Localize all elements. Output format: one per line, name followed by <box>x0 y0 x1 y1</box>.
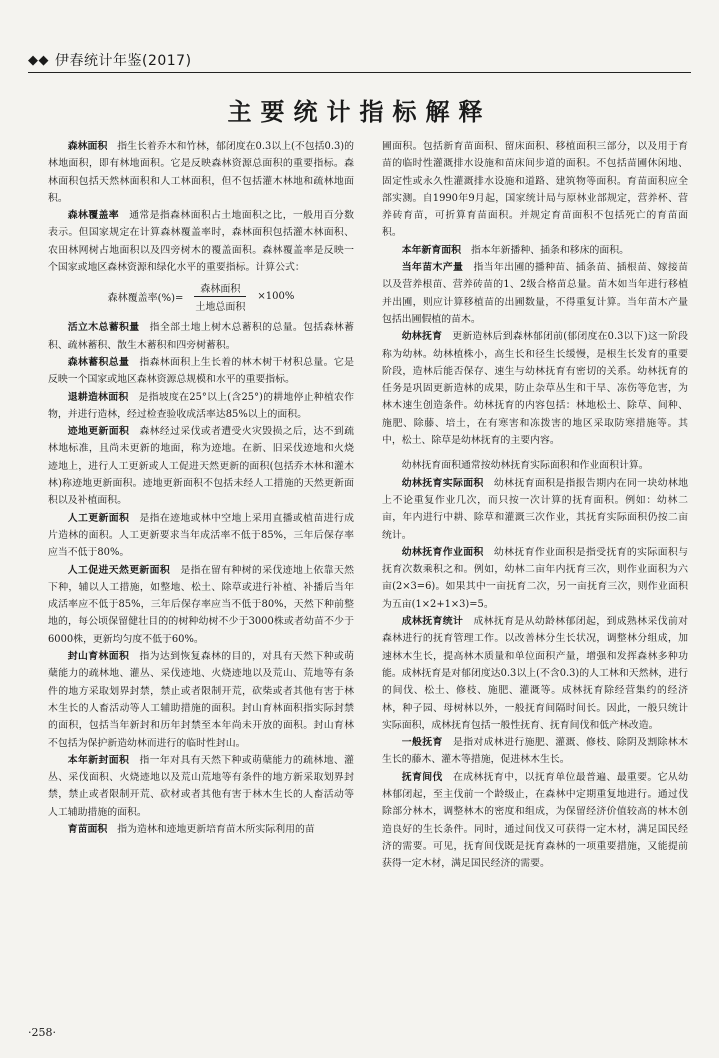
body-columns <box>48 138 688 1018</box>
definition-paragraph <box>382 734 688 769</box>
formula-lhs: 森林覆盖率(%)= <box>107 293 184 305</box>
definition-paragraph <box>48 821 354 838</box>
definition-term: 当年苗木产量 <box>401 262 464 274</box>
definition-paragraph <box>48 423 354 509</box>
definition-paragraph <box>382 544 688 613</box>
definition-paragraph <box>48 389 354 424</box>
definition-paragraph <box>382 457 688 474</box>
definition-term: 一般抚育 <box>401 737 443 749</box>
running-head <box>28 50 192 70</box>
definition-term: 幼林抚育作业面积 <box>401 546 484 558</box>
definition-term: 森林面积 <box>67 141 108 152</box>
definition-text: 森林经过采伐或者遭受火灾毁损之后，达不到疏林地标准，且尚未更新的地面，称为迹地。在新、旧采伐迹地和火烧迹地上，进行人工更新或人工促进天然更新的面积(包括乔木林和灌木林)称迹地更新面积。迹地更新面积不包括未经人工措施的天然更新面积以及补植面积。 <box>48 426 354 507</box>
definition-paragraph <box>382 138 688 242</box>
definition-term: 抚育间伐 <box>401 771 443 783</box>
definition-paragraph <box>48 354 354 389</box>
double-diamond-icon: ◆◆ <box>28 52 49 68</box>
definition-text: 是指坡度在25°以上(含25°)的耕地停止种植农作物，并进行造林，经过检查验收成活率达85%以上的面积。 <box>48 391 354 420</box>
definition-term: 迹地更新面积 <box>67 426 130 438</box>
definition-text: 幼林抚育面积通常按幼林抚育实际面积和作业面积计算。 <box>401 460 649 472</box>
definition-paragraph <box>48 319 354 354</box>
definition-paragraph <box>382 475 688 544</box>
definition-text: 指为达到恢复森林的目的，对具有天然下种或萌蘖能力的疏林地、灌丛、采伐迹地、火烧迹地以及荒山、荒地等有条件的地方采取划界封禁，禁止或者限制开荒，砍柴或者其他有害于林木生长的人畜活动等人工辅助措施的面积。封山育林面积指实际封禁的面积，包括当年新封和历年封禁至本年尚未开放的面积。封山育林不包括为保护新造幼林而进行的临时性封山。 <box>48 651 354 749</box>
definition-paragraph <box>382 259 688 328</box>
right-column <box>382 138 688 1018</box>
definition-text: 指生长着乔木和竹林，郁闭度在0.3以上(不包括0.3)的林地面积，即有林地面积。它是反映森林资源总面积的重要指标。森林面积包括天然林面积和人工林面积，但不包括灌木林地和疏林地面积。 <box>48 141 354 204</box>
definition-text: 通常是指森林面积占土地面积之比，一般用百分数表示。但国家规定在计算森林覆盖率时，森林面积包括灌木林面积、农田林网树占地面积以及四旁树木的覆盖面积。森林覆盖率是反映一个国家或地区森林资源和绿化水平的重要指标。计算公式： <box>48 210 354 274</box>
definition-text: 指全部土地上树木总蓄积的总量。包括森林蓄积、疏林蓄积、散生木蓄积和四旁树蓄积。 <box>48 322 354 351</box>
left-column <box>48 138 354 1018</box>
definition-term: 幼林抚育 <box>401 331 443 343</box>
definition-text: 是指在迹地或林中空地上采用直播或植苗进行成片造林的面积。人工更新要求当年成活率不低于85%，三年后保存率应当不低于80%。 <box>48 512 354 559</box>
definition-text: 幼林抚育面积是指报告期内在同一块幼林地上不论重复作业几次，而只按一次计算的抚育面积。例如：幼林二亩，年内进行中耕、除草和灌溉三次作业，其抚育实际面积仍按二亩统计。 <box>382 477 688 541</box>
definition-text: 是指在留有种树的采伐迹地上依靠天然下种，辅以人工措施，如整地、松土、除草或进行补植、补播后当年成活率应不低于85%，三年后保存率应当不低于80%，天然下种前整地的，每公顷保留健壮目的的树种幼树不少于3000株或者幼苗不少于6000株，更新均匀度不低于60%。 <box>48 564 354 645</box>
definition-text: 幼林抚育作业面积是指受抚育的实际面积与抚育次数乘积之和。例如，幼林二亩年内抚育三次，则作业面积为六亩(2×3=6)。如果其中一亩抚育二次，另一亩抚育三次，则作业面积为五亩(1×2+1×3)=5。 <box>382 546 688 610</box>
definition-term: 人工更新面积 <box>67 512 130 524</box>
coverage-formula <box>48 280 354 313</box>
definition-paragraph <box>382 613 688 734</box>
formula-numerator: 森林面积 <box>194 280 246 297</box>
definition-term: 封山育林面积 <box>67 651 130 663</box>
definition-text: 更新造林后到森林郁闭前(郁闭度在0.3以下)这一阶段称为幼林。幼林植株小，高生长和径生长缓慢，是根生长发育的重要阶段，造林后能否保存、速生与幼林抚育有密切的关系。幼林抚育的任务是巩固更新造林的成果，防止杂草丛生和干旱、冻伤等危害，为林木速生创造条件。幼林抚育的内容包括：林地松土、除草、间种、施肥、除藤、培土，在有寒害和冻拨害的地区采取防寒措施等。其中，松土、除草是幼林抚育的主要内容。 <box>382 331 688 447</box>
definition-paragraph <box>48 648 354 752</box>
definition-text: 是指对成林进行施肥、灌溉、修枝、除阴及割除林木生长的藤木、灌木等措施，促进林木生长。 <box>382 737 688 766</box>
definition-term: 退耕造林面积 <box>67 391 129 403</box>
definition-text: 在成林抚育中，以抚育单位最普遍、最重要。它从幼林郁闭起，至主伐前一个龄级止，在森林中定期重复地进行。通过伐除部分林木，调整林木的密度和组成，为保留经济价值较高的林木创造良好的生长条件。同时，通过间伐又可获得一定木材，满足国民经济的需要。可见，抚育间伐既是抚育森林的一项重要措施，又能提前获得一定木材，满足国民经济的需要。 <box>382 771 688 870</box>
definition-text: 指当年出圃的播种苗、插条苗、插根苗、嫁接苗以及营养根苗、营养砖苗的1、2级合格苗总量。苗木如当年进行移植并出圃，则应计算移植苗的出圃数量，不得重复计算。当年苗木产量包括出圃假植的苗木。 <box>382 262 688 325</box>
definition-term: 本年新封面积 <box>67 754 130 766</box>
definition-text: 指本年新播种、插条和移床的面积。 <box>470 244 629 256</box>
definition-paragraph <box>48 138 354 207</box>
definition-term: 幼林抚育实际面积 <box>401 477 484 489</box>
definition-paragraph <box>48 510 354 562</box>
formula-denominator: 土地总面积 <box>195 302 246 314</box>
formula-rhs: ×100% <box>257 291 295 303</box>
definition-term: 活立木总蓄积量 <box>67 322 140 334</box>
definition-text: 指为造林和迹地更新培育苗木所实际利用的苗 <box>117 823 315 835</box>
definition-paragraph <box>48 752 354 821</box>
formula-fraction <box>189 280 251 313</box>
definition-term: 成林抚育统计 <box>401 616 464 628</box>
definition-text: 成林抚育是从幼龄林郁闭起，到成熟林采伐前对森林进行的抚育管理工作。以改善林分生长状况，调整林分组成，加速林木生长，提高林木质量和单位面积产量，增强和发挥森林多种功能。成林抚育是对郁闭度达0.3以上(不含0.3)的人工林和天然林，进行的间伐、松土、修枝、施肥、灌溉等。成林抚育除经营集约的经济林，种子园、母树林以外，一般抚育间隔时间长。因此，一般只统计实际面积，成林抚育包括一般性抚育、抚育间伐和低产林改造。 <box>382 616 688 731</box>
definition-text: 圃面积。包括新育苗面积、留床面积、移植面积三部分，以及用于育苗的临时性灌溉排水设施和苗床间步道的面积。不包括苗圃休闲地、固定性或永久性灌溉排水设施和道路、建筑物等面积。育苗面积应全部实测。自1990年9月起，国家统计局与原林业部规定，营养杯、营养砖育苗，可折算育苗面积。并规定育苗面积不包括死亡的育苗面积。 <box>382 141 688 239</box>
definition-text: 指森林面积上生长着的林木树干材积总量。它是反映一个国家或地区森林资源总规模和水平的重要指标。 <box>48 356 354 386</box>
page-title: 主要统计指标解释 <box>227 98 492 126</box>
definition-paragraph <box>382 769 688 873</box>
definition-paragraph <box>48 562 354 648</box>
definition-text: 指一年对具有天然下种或萌蘖能力的疏林地、灌丛、采伐面积、火烧迹地以及荒山荒地等有条件的地方新采取划界封禁，禁止或者限制开荒、砍材或者其他有害于林木生长的人畜活动等人工辅助措施的面积。 <box>48 754 354 818</box>
definition-term: 本年新育面积 <box>401 244 462 256</box>
running-head-text: 伊春统计年鉴(2017) <box>55 53 192 69</box>
definition-term: 森林覆盖率 <box>67 210 119 222</box>
definition-paragraph <box>382 328 688 449</box>
definition-paragraph <box>382 242 688 259</box>
definition-term: 人工促进天然更新面积 <box>67 564 171 576</box>
definition-paragraph <box>48 207 354 276</box>
page-number: ·258· <box>28 1026 56 1039</box>
header-rule <box>28 72 691 73</box>
definition-term: 森林蓄积总量 <box>67 356 130 368</box>
definition-term: 育苗面积 <box>67 823 108 835</box>
